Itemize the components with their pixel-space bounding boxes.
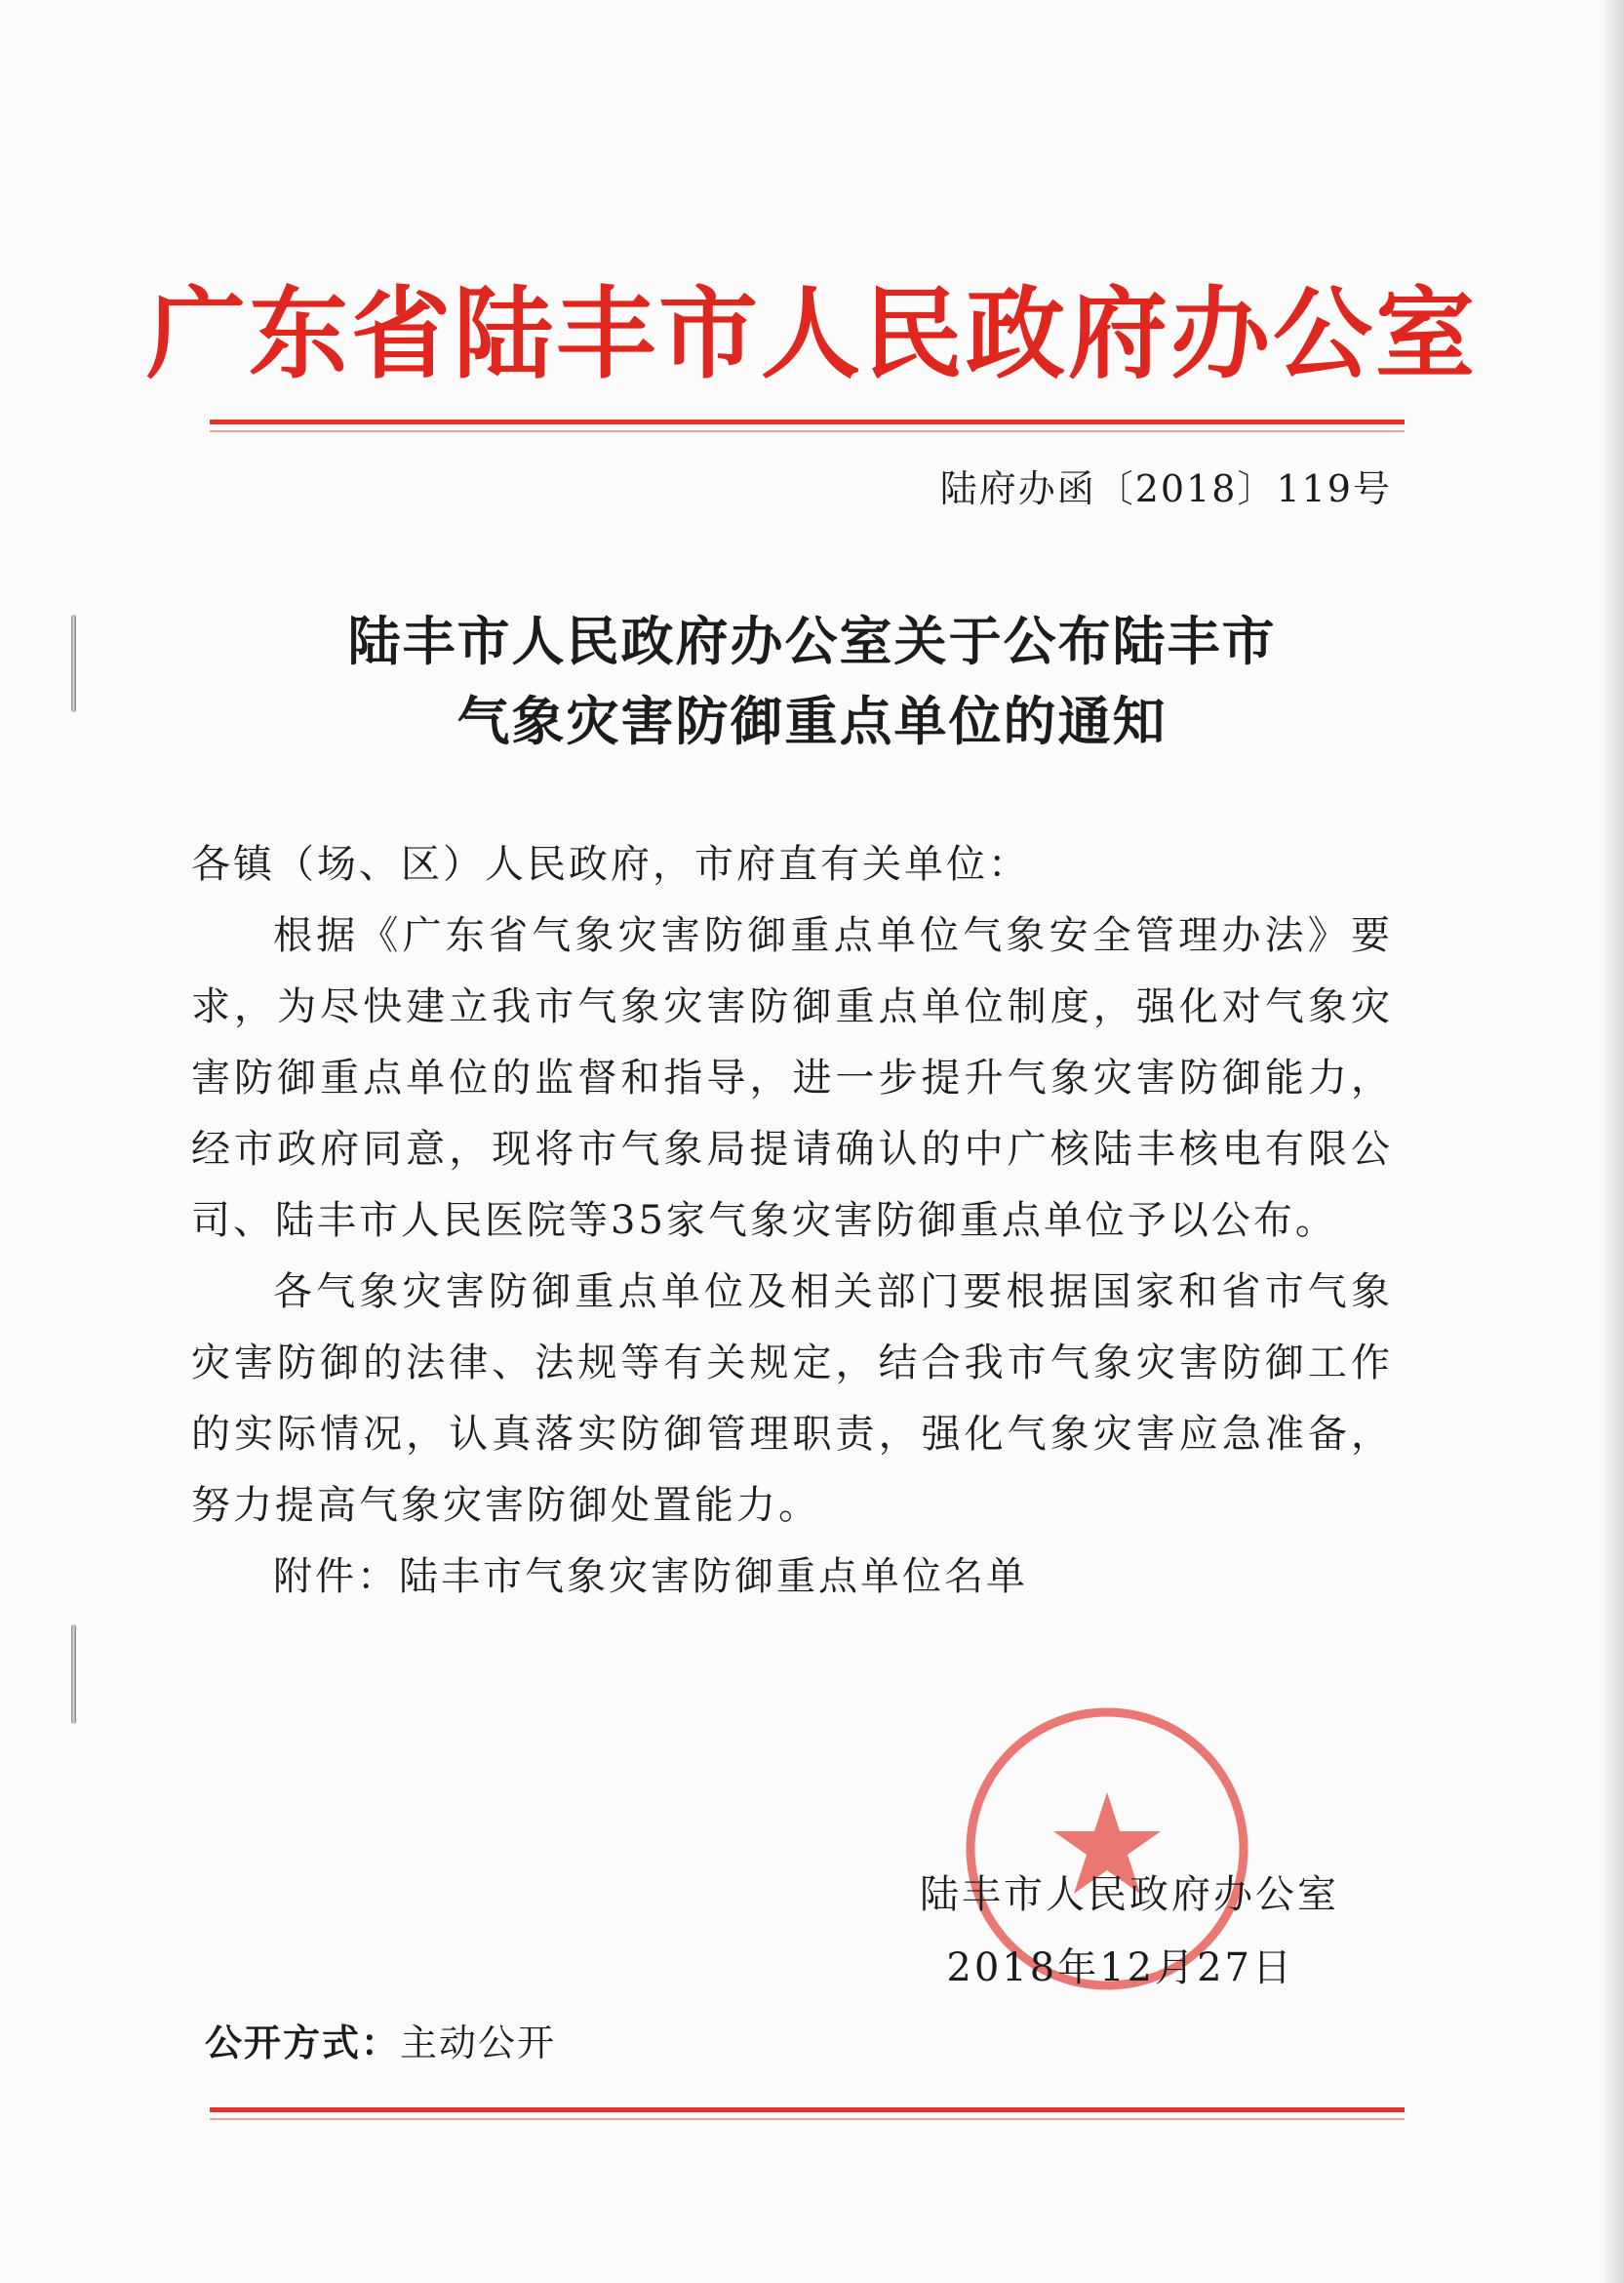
issuer-header: 广东省陆丰市人民政府办公室 <box>146 277 1478 393</box>
body-paragraph: 根据《广东省气象灾害防御重点单位气象安全管理办法》要求，为尽快建立我市气象灾害防御重点单位制度，强化对气象灾害防御重点单位的监督和指导，进一步提升气象灾害防御能力，经市政府同意，现将市气象局提请确认的中广核陆丰核电有限公司、陆丰市人民医院等35家气象灾害防御重点单位予以公布。 <box>191 913 1393 1243</box>
addressee: 各镇（场、区）人民政府，市府直有关单位： <box>191 842 1030 887</box>
body-paragraph: 各气象灾害防御重点单位及相关部门要根据国家和省市气象灾害防御的法律、法规等有关规定，结合我市气象灾害防御工作的实际情况，认真落实防御管理职责，强化气象灾害应急准备，努力提高气象灾害防御处置能力。 <box>191 1269 1393 1528</box>
disclosure-method <box>205 2013 556 2066</box>
document-body <box>191 829 1393 1613</box>
disclosure-value: 主动公开 <box>400 2022 557 2064</box>
document-number: 陆府办函〔2018〕119号 <box>939 467 1392 510</box>
document-title-line-2: 气象灾害防御重点单位的通知 <box>456 691 1168 752</box>
footer-red-rule-thin <box>210 2118 1405 2120</box>
footer-red-rule <box>210 2107 1405 2112</box>
document-title-line-1: 陆丰市人民政府办公室关于公布陆丰市 <box>347 611 1277 672</box>
signing-date: 2018年12月27日 <box>946 1945 1294 1990</box>
signing-office: 陆丰市人民政府办公室 <box>920 1872 1339 1917</box>
attachment-line: 附件：陆丰市气象灾害防御重点单位名单 <box>273 1554 1028 1599</box>
header-red-rule <box>210 420 1405 424</box>
disclosure-label: 公开方式： <box>205 2022 401 2064</box>
staple-mark <box>71 1624 76 1724</box>
header-red-rule-thin <box>210 430 1405 432</box>
